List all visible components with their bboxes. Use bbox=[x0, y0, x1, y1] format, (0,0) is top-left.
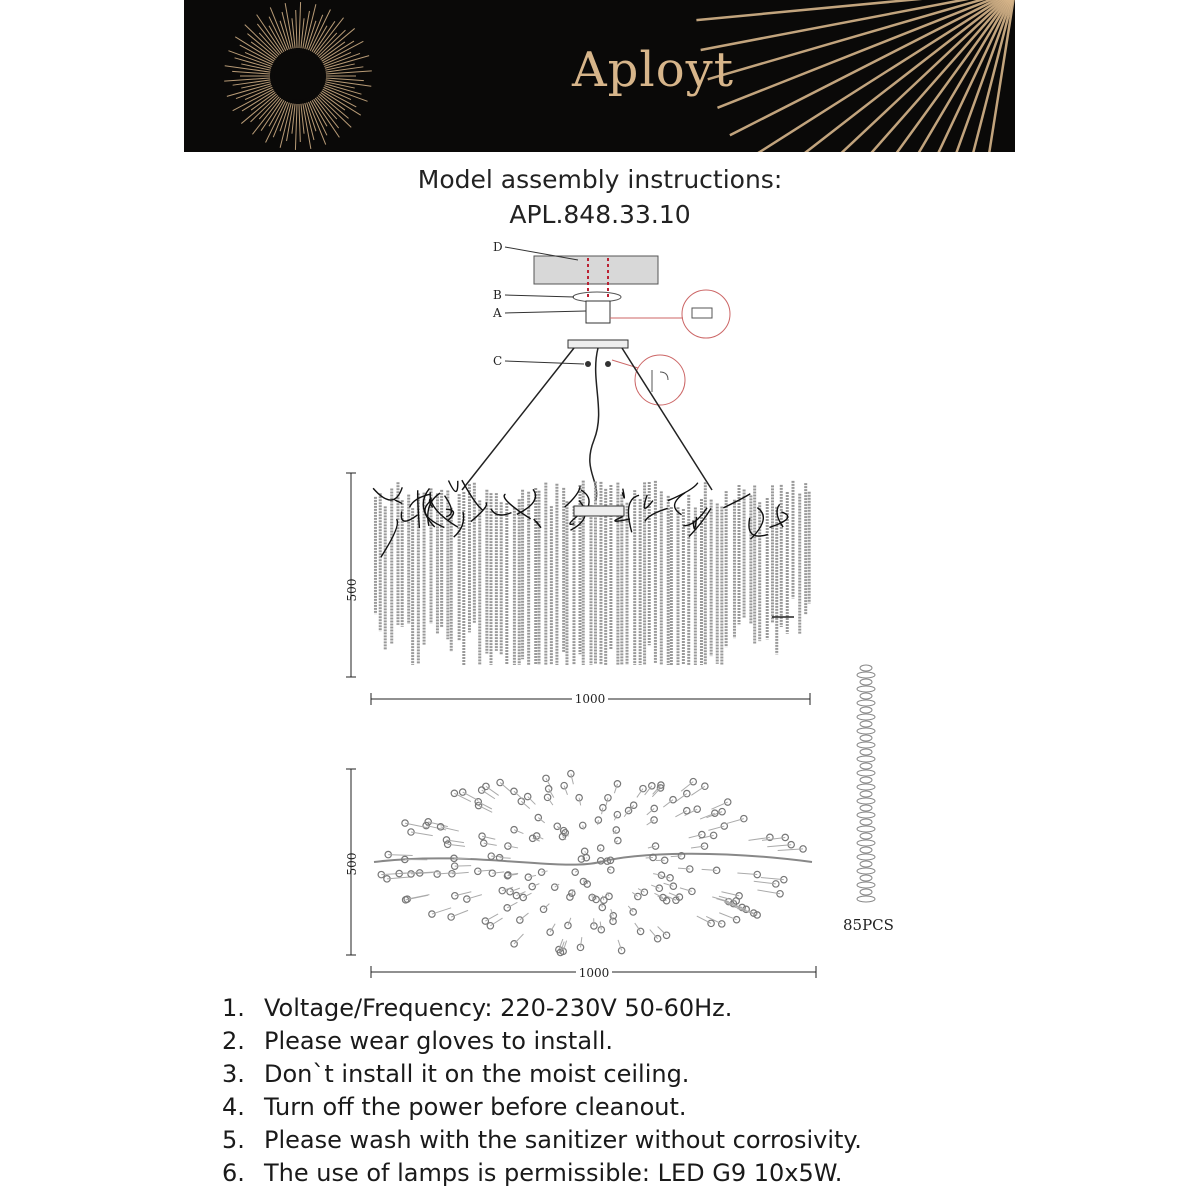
branch-twig bbox=[678, 868, 690, 869]
branch-twig bbox=[658, 926, 667, 935]
branch-twig bbox=[711, 802, 727, 809]
crystal-bead bbox=[860, 763, 872, 769]
side-width-label: 1000 bbox=[574, 692, 606, 706]
crystal-bead bbox=[860, 679, 872, 685]
branch-twig bbox=[648, 846, 656, 848]
crystal-node bbox=[452, 893, 458, 899]
branch-twig bbox=[602, 808, 603, 815]
branch-twig bbox=[702, 869, 717, 870]
list-item: 1. Voltage/Frequency: 220-230V 50-60Hz. bbox=[222, 994, 733, 1022]
branch-twig bbox=[528, 797, 536, 805]
branch-twig bbox=[600, 922, 601, 930]
crystal-node bbox=[460, 789, 466, 795]
crystal-bead bbox=[857, 812, 875, 818]
crystal-bead bbox=[860, 749, 872, 755]
branch-twig bbox=[492, 872, 504, 873]
branch bbox=[565, 486, 580, 507]
branch-twig bbox=[485, 914, 498, 921]
leader-line bbox=[505, 311, 586, 313]
branch-twig bbox=[653, 785, 661, 794]
part-label-b: B bbox=[493, 288, 502, 302]
branch-twig bbox=[579, 798, 581, 806]
branch-twig bbox=[606, 798, 608, 806]
crystal-bead bbox=[857, 700, 875, 706]
branch-twig bbox=[675, 794, 686, 802]
main-branch bbox=[374, 854, 812, 865]
branch bbox=[668, 483, 698, 501]
branch-twig bbox=[663, 800, 673, 807]
branch-twig bbox=[778, 849, 803, 851]
branch-twig bbox=[580, 937, 581, 947]
branch bbox=[410, 494, 431, 507]
top-view-branches bbox=[374, 770, 812, 955]
connector-icon bbox=[692, 308, 712, 318]
brand-logo-text: Aployt bbox=[572, 42, 735, 98]
crystal-bead bbox=[857, 840, 875, 846]
crystal-bead bbox=[860, 875, 872, 881]
crystal-bead bbox=[860, 791, 872, 797]
branch-twig bbox=[587, 881, 588, 884]
crystal-bead bbox=[857, 672, 875, 678]
branch-twig bbox=[528, 875, 536, 877]
branch-twig bbox=[585, 851, 586, 852]
crystal-bead bbox=[857, 742, 875, 748]
branch-twig bbox=[719, 913, 736, 920]
screw bbox=[585, 361, 591, 367]
crystal-bead bbox=[857, 756, 875, 762]
branch-twig bbox=[583, 879, 584, 881]
branch-twig bbox=[490, 918, 502, 926]
branch-twig bbox=[653, 874, 661, 876]
branch-twig bbox=[542, 871, 548, 872]
branch-twig bbox=[523, 893, 531, 897]
branch-twig bbox=[500, 783, 511, 793]
branch-twig bbox=[600, 848, 601, 850]
list-item: 5. Please wash with the sanitizer without corrosivity. bbox=[222, 1126, 862, 1154]
crystal-bead bbox=[860, 707, 872, 713]
part-label-d: D bbox=[493, 240, 503, 254]
mounting-bracket bbox=[586, 301, 610, 323]
crystal-bead bbox=[857, 798, 875, 804]
crystal-bead bbox=[860, 805, 872, 811]
branch-twig bbox=[514, 934, 523, 944]
branch-twig bbox=[479, 806, 493, 813]
crystal-node bbox=[451, 790, 457, 796]
crystal-bead bbox=[860, 847, 872, 853]
crystal-node bbox=[504, 905, 510, 911]
top-width-label: 1000 bbox=[578, 966, 610, 980]
leader-line bbox=[505, 361, 584, 364]
list-item: 3. Don`t install it on the moist ceiling. bbox=[222, 1060, 690, 1088]
crystal-pendant bbox=[857, 665, 875, 902]
part-label-c: C bbox=[493, 354, 503, 368]
leader-line bbox=[505, 295, 574, 297]
branch-twig bbox=[508, 846, 518, 848]
crystal-bead bbox=[857, 896, 875, 902]
crystal-node bbox=[483, 783, 489, 789]
crystal-node bbox=[464, 896, 470, 902]
branch-twig bbox=[602, 896, 603, 901]
branch-twig bbox=[650, 930, 658, 939]
branch-twig bbox=[691, 846, 704, 848]
ceiling-plate bbox=[534, 256, 658, 284]
suspension-cable bbox=[622, 348, 712, 490]
crystal-node bbox=[507, 889, 513, 895]
crystal-bead bbox=[857, 826, 875, 832]
branch-twig bbox=[575, 871, 577, 872]
branch bbox=[534, 519, 541, 527]
power-cord bbox=[590, 348, 599, 500]
suspension-cable bbox=[462, 348, 574, 490]
branch-twig bbox=[514, 791, 523, 799]
crystal-node bbox=[499, 887, 505, 893]
crystal-bead bbox=[857, 868, 875, 874]
canopy bbox=[568, 340, 628, 348]
pendant-count-label: 85PCS bbox=[843, 916, 894, 934]
side-height-label: 500 bbox=[345, 578, 359, 602]
crystal-bead bbox=[857, 686, 875, 692]
crystal-bead bbox=[857, 882, 875, 888]
branch-twig bbox=[671, 856, 682, 857]
branch-twig bbox=[757, 890, 780, 894]
branch bbox=[622, 489, 624, 498]
branch-twig bbox=[646, 857, 653, 858]
crystal-bead bbox=[860, 735, 872, 741]
hook-icon bbox=[652, 370, 668, 392]
crystal-bead bbox=[857, 854, 875, 860]
crystal-bead bbox=[860, 819, 872, 825]
connector-detail-callout bbox=[682, 290, 730, 338]
branch-twig bbox=[463, 792, 479, 800]
branch-twig bbox=[521, 801, 529, 808]
list-item: 6. The use of lamps is permissible: LED G9 10x5W. bbox=[222, 1159, 843, 1187]
branch-twig bbox=[432, 908, 451, 914]
driver-box bbox=[574, 506, 624, 516]
part-label-a: A bbox=[493, 306, 502, 320]
list-item: 2. Please wear gloves to install. bbox=[222, 1027, 613, 1055]
branch-twig bbox=[609, 869, 611, 870]
crystal-bead bbox=[860, 889, 872, 895]
branch bbox=[381, 519, 398, 557]
crystal-bead bbox=[860, 777, 872, 783]
branch bbox=[448, 481, 457, 492]
branch-twig bbox=[454, 793, 471, 801]
branch-twig bbox=[500, 858, 511, 859]
model-number: APL.848.33.10 bbox=[509, 200, 691, 229]
branch bbox=[675, 493, 685, 515]
instructions-list bbox=[222, 992, 862, 1190]
crystal-bead bbox=[857, 714, 875, 720]
crystal-bead bbox=[857, 784, 875, 790]
crystal-bead bbox=[860, 665, 872, 671]
crystal-bead bbox=[860, 693, 872, 699]
branch-twig bbox=[691, 786, 705, 795]
branch-twig bbox=[652, 788, 660, 797]
crystal-bead bbox=[857, 770, 875, 776]
branch-twig bbox=[451, 910, 468, 917]
branch-twig bbox=[598, 820, 599, 825]
top-height-label: 500 bbox=[345, 852, 359, 876]
screw bbox=[605, 361, 611, 367]
list-item: 4. Turn off the power before cleanout. bbox=[222, 1093, 687, 1121]
crystal-bead bbox=[860, 861, 872, 867]
branch-twig bbox=[697, 916, 711, 923]
page-title: Model assembly instructions: bbox=[417, 165, 783, 194]
crystal-node bbox=[448, 914, 454, 920]
crystal-bead bbox=[857, 728, 875, 734]
crystal-bead bbox=[860, 721, 872, 727]
crystal-bead bbox=[860, 833, 872, 839]
branch-twig bbox=[661, 876, 670, 878]
branch-twig bbox=[586, 858, 587, 859]
